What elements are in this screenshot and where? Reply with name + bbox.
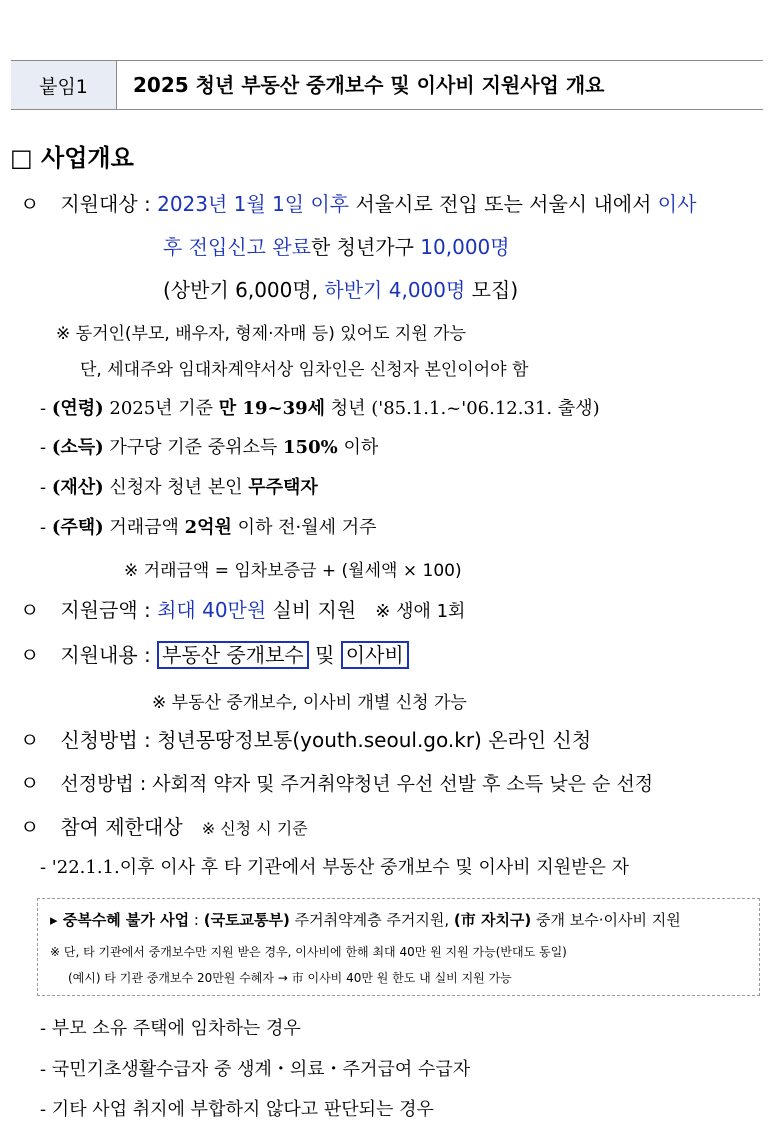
content-brokerage: 부동산 중개보수	[157, 641, 309, 669]
restrict-note: ※ 신청 시 기준	[201, 819, 308, 838]
criteria-value: 만 19~39세	[218, 398, 326, 419]
amount-line	[20, 594, 465, 623]
criteria-age	[40, 394, 600, 420]
target-line-1	[20, 188, 696, 217]
apply-line	[20, 724, 591, 753]
content-and: 및	[315, 643, 335, 667]
criteria-text: 신청자 청년 본인	[103, 477, 249, 498]
recruit-close: 모집)	[465, 278, 519, 302]
section-title: 사업개요	[41, 144, 134, 172]
target-count: 10,000명	[420, 235, 510, 259]
criteria-text: 가구당 기준 중위소득	[103, 437, 284, 458]
criteria-label: (재산)	[51, 477, 104, 498]
ministry-program: 주거취약계층 주거지원,	[289, 911, 454, 929]
amount-note: ※ 생애 1회	[375, 601, 466, 622]
circle-bullet-icon: ㅇ	[20, 771, 40, 795]
content-moving: 이사비	[341, 641, 409, 669]
dash: -	[40, 477, 47, 498]
criteria-text: 이하 전·월세 거주	[231, 517, 377, 538]
select-text: 선정방법 : 사회적 약자 및 주거취약청년 우선 선발 후 소득 낮은 순 선정	[60, 773, 654, 795]
criteria-label: (주택)	[51, 517, 104, 538]
criteria-value: 2억원	[184, 517, 232, 538]
target-date: 2023년 1월 1일 이후	[157, 192, 350, 216]
dash: -	[40, 517, 47, 538]
criteria-value: 무주택자	[248, 477, 318, 498]
criteria-text: 청년 ('85.1.1.~'06.12.31. 출생)	[325, 398, 600, 419]
criteria-label: (연령)	[51, 398, 104, 419]
recruit-second-half: 하반기 4,000명	[324, 278, 466, 302]
district-program: 중개 보수·이사비 지원	[531, 911, 681, 929]
criteria-housing	[40, 513, 377, 539]
criteria-text: 거래금액	[103, 517, 185, 538]
checkbox-icon: □	[10, 144, 33, 172]
criteria-value: 150%	[283, 437, 338, 458]
circle-bullet-icon: ㅇ	[20, 192, 40, 216]
duplicate-benefit-note: ※ 단, 타 기관에서 중개보수만 지원 받은 경우, 이사비에 한해 최대 40만 원 지원 가능(반대도 동일)	[50, 945, 567, 959]
target-report: 후 전입신고 완료	[163, 235, 311, 259]
content-label: 지원내용 :	[60, 643, 151, 667]
target-move: 이사	[657, 192, 697, 216]
trade-amount-note: ※ 거래금액 = 임차보증금 + (월세액 × 100)	[124, 561, 462, 581]
restrict-line	[20, 811, 308, 840]
target-note-2: 단, 세대주와 임대차계약서상 임차인은 신청자 본인이어야 함	[80, 360, 529, 380]
target-recruit	[163, 274, 518, 303]
restrict-item-4: - 기타 사업 취지에 부합하지 않다고 판단되는 경우	[40, 1099, 434, 1120]
content-line	[20, 639, 409, 668]
header-box	[11, 60, 763, 110]
criteria-property	[40, 473, 318, 499]
restrict-item-2: - 부모 소유 주택에 임차하는 경우	[40, 1018, 301, 1039]
target-label: 지원대상 :	[60, 192, 151, 216]
document-title: 2025 청년 부동산 중개보수 및 이사비 지원사업 개요	[133, 73, 605, 97]
restrict-item-3: - 국민기초생활수급자 중 생계・의료・주거급여 수급자	[40, 1059, 471, 1080]
apply-text: 신청방법 : 청년몽땅정보통(youth.seoul.go.kr) 온라인 신청	[60, 728, 592, 752]
duplicate-benefit-example: (예시) 타 기관 중개보수 20만원 수혜자 → 市 이사비 40만 원 한도 내 실비 지원 가능	[68, 971, 512, 985]
target-note-1: ※ 동거인(부모, 배우자, 형제·자매 등) 있어도 지원 가능	[56, 324, 466, 344]
dash: -	[40, 398, 47, 419]
district-label: (市 자치구)	[453, 911, 532, 929]
section-heading	[10, 138, 134, 173]
target-line-2	[163, 231, 510, 260]
duplicate-benefit-title: ▸ 중복수혜 불가 사업	[50, 911, 190, 929]
criteria-text: 이하	[337, 437, 379, 458]
select-line	[20, 767, 653, 796]
duplicate-benefit-box	[37, 898, 760, 996]
restrict-label: 참여 제한대상	[60, 815, 183, 839]
amount-max: 최대 40만원	[157, 598, 267, 622]
circle-bullet-icon: ㅇ	[20, 815, 40, 839]
ministry-label: (국토교통부)	[203, 911, 290, 929]
target-text-1: 서울시로 전입 또는 서울시 내에서	[349, 192, 658, 216]
duplicate-benefit-line	[50, 909, 681, 930]
criteria-text: 2025년 기준	[103, 398, 219, 419]
circle-bullet-icon: ㅇ	[20, 643, 40, 667]
content-note: ※ 부동산 중개보수, 이사비 개별 신청 가능	[152, 693, 467, 713]
criteria-income	[40, 433, 378, 459]
circle-bullet-icon: ㅇ	[20, 598, 40, 622]
circle-bullet-icon: ㅇ	[20, 728, 40, 752]
restrict-item-1: - '22.1.1.이후 이사 후 타 기관에서 부동산 중개보수 및 이사비 지원받은 자	[40, 857, 630, 878]
dash: -	[40, 437, 47, 458]
attachment-label: 붙임1	[11, 61, 117, 109]
amount-text: 실비 지원	[266, 598, 357, 622]
colon: :	[189, 911, 204, 929]
recruit-first-half: (상반기 6,000명,	[163, 278, 325, 302]
amount-label: 지원금액 :	[60, 598, 151, 622]
criteria-label: (소득)	[51, 437, 104, 458]
target-text-2: 한 청년가구	[310, 235, 421, 259]
